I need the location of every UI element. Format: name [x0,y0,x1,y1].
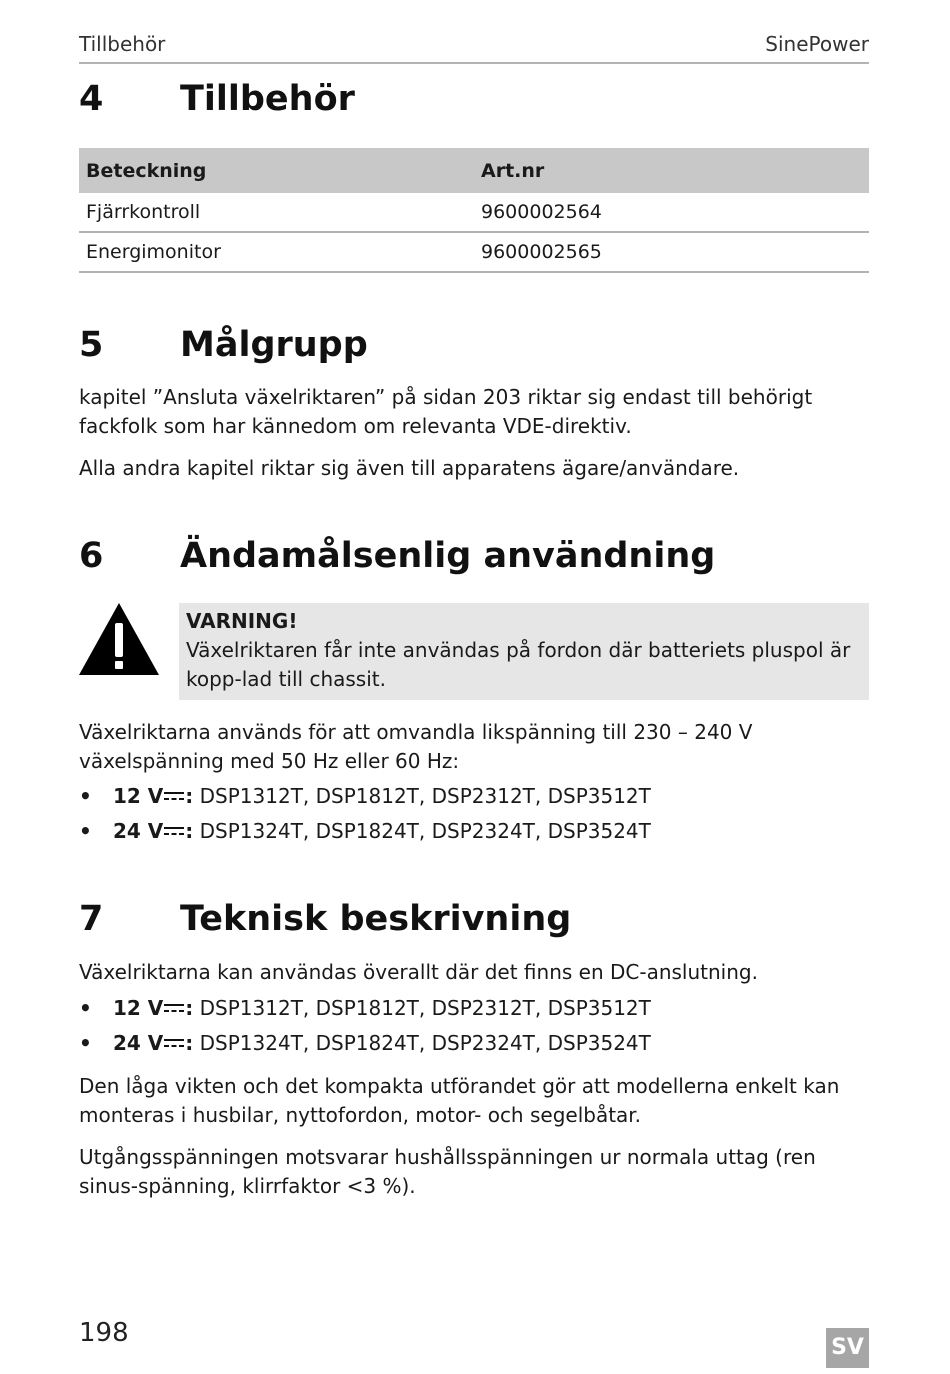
colon: : [185,784,194,808]
model-list: DSP1312T, DSP1812T, DSP2312T, DSP3512T [199,784,651,808]
model-list: DSP1324T, DSP1824T, DSP2324T, DSP3524T [199,819,651,843]
warning-triangle-icon [79,603,159,675]
bullet-marker: • [79,996,92,1020]
warning-box [179,603,869,700]
dc-current-icon [163,824,185,838]
warning-text: Växelriktaren får inte användas på fordon där batteriets pluspol är kopp-lad till chassit. [186,638,851,691]
model-list: DSP1312T, DSP1812T, DSP2312T, DSP3512T [199,996,651,1020]
dc-current-icon [163,789,185,803]
voltage-label: 24 V [113,1031,164,1055]
section-number: 5 [79,325,104,365]
dc-current-icon [163,1001,185,1015]
column-header-article-number: Art.nr [474,148,869,193]
accessories-table [79,148,869,273]
section-7-heading [79,899,869,947]
bullet-marker: • [79,784,92,808]
section-4-heading [79,79,869,127]
table-cell-designation: Energimonitor [79,232,474,272]
header-section-label: Tillbehör [79,32,166,56]
warning-title: VARNING! [186,609,298,633]
column-header-designation: Beteckning [79,148,474,193]
dc-current-icon [163,1036,185,1050]
header-product-name: SinePower [765,32,869,56]
colon: : [185,1031,194,1055]
section-title: Ändamålsenlig användning [180,536,716,576]
section-number: 7 [79,899,104,939]
section-number: 4 [79,79,104,119]
table-header-row [79,148,869,193]
table-cell-designation: Fjärrkontroll [79,193,474,232]
technical-description-paragraph-1: Växelriktarna kan användas överallt där det finns en DC-anslutning. [79,960,758,984]
section-5-heading [79,325,869,373]
voltage-label: 12 V [113,784,164,808]
page-number: 198 [79,1318,129,1348]
technical-description-paragraph-3: Utgångsspänningen motsvarar hushållsspänningen ur normala uttag (ren sinus-spänning, klirrfaktor <3 %). [79,1145,816,1198]
table-cell-article-number: 9600002564 [474,193,869,232]
colon: : [185,996,194,1020]
section-title: Målgrupp [180,325,368,365]
intended-use-paragraph: Växelriktarna används för att omvandla likspänning till 230 – 240 V växelspänning med 50 Hz eller 60 Hz: [79,720,753,773]
target-group-paragraph-1: kapitel ”Ansluta växelriktaren” på sidan 203 riktar sig endast till behörigt fackfolk som har kännedom om relevanta VDE-direktiv. [79,385,813,438]
table-row [79,232,869,272]
voltage-label: 12 V [113,996,164,1020]
table-cell-article-number: 9600002565 [474,232,869,272]
bullet-marker: • [79,819,92,843]
language-badge: SV [826,1328,869,1368]
voltage-label: 24 V [113,819,164,843]
target-group-paragraph-2: Alla andra kapitel riktar sig även till apparatens ägare/användare. [79,456,740,480]
section-title: Teknisk beskrivning [180,899,572,939]
technical-description-paragraph-2: Den låga vikten och det kompakta utförandet gör att modellerna enkelt kan monteras i husbilar, nyttofordon, motor- och segelbåtar. [79,1074,840,1127]
colon: : [185,819,194,843]
section-6-heading [79,536,869,584]
table-row [79,193,869,232]
section-title: Tillbehör [180,79,355,119]
running-header [79,32,869,64]
section-number: 6 [79,536,104,576]
bullet-marker: • [79,1031,92,1055]
model-list: DSP1324T, DSP1824T, DSP2324T, DSP3524T [199,1031,651,1055]
